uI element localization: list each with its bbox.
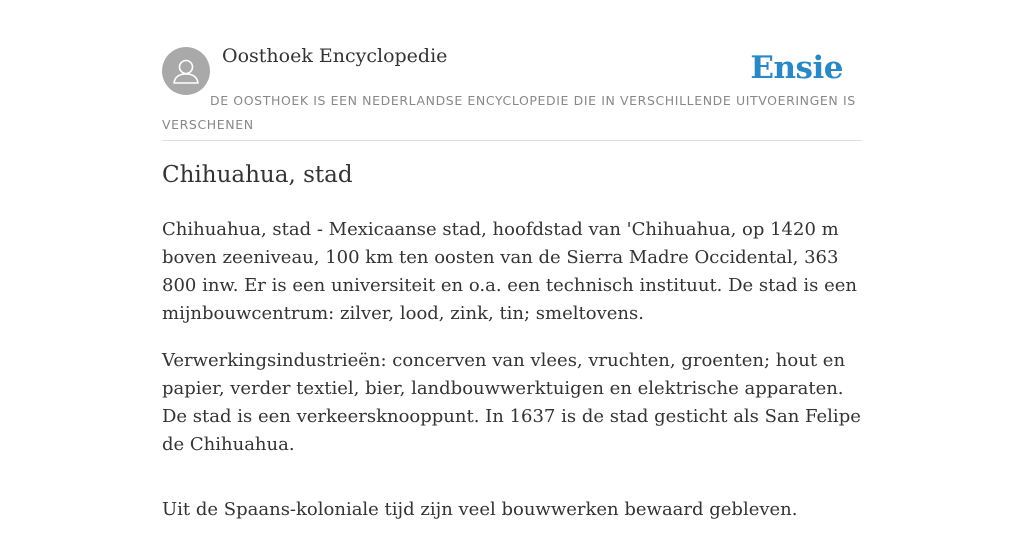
user-avatar-icon[interactable]: [162, 47, 210, 95]
article-body: [162, 216, 862, 543]
article-paragraph: Chihuahua, stad - Mexicaanse stad, hoofdstad van 'Chihuahua, op 1420 m boven zeeniveau, 100 km ten oosten van de Sierra Madre Occidental, 363 800 inw. Er is een universiteit en o.a. een technisch instituut. De stad is een mijnbouwcentrum: zilver, lood, zink, tin; smeltovens.: [162, 219, 857, 324]
article-paragraph: Verwerkingsindustrieën: concerven van vlees, vruchten, groenten; hout en papier, verder textiel, bier, landbouwwerktuigen en elektrische apparaten. De stad is een verkeersknooppunt. In 1637 is de stad gesticht als San Felipe de Chihuahua.: [162, 350, 861, 455]
ensie-logo[interactable]: Ensie: [750, 50, 843, 86]
article-title: Chihuahua, stad: [162, 162, 353, 188]
source-description: DE OOSTHOEK IS EEN NEDERLANDSE ENCYCLOPEDIE DIE IN VERSCHILLENDE UITVOERINGEN IS VERSCHENEN: [162, 93, 856, 132]
page-container: [162, 0, 862, 520]
article-paragraph: Uit de Spaans-koloniale tijd zijn veel bouwwerken bewaard gebleven.: [162, 499, 798, 520]
source-header: [162, 0, 862, 141]
source-title-link[interactable]: Oosthoek Encyclopedie: [222, 45, 448, 67]
